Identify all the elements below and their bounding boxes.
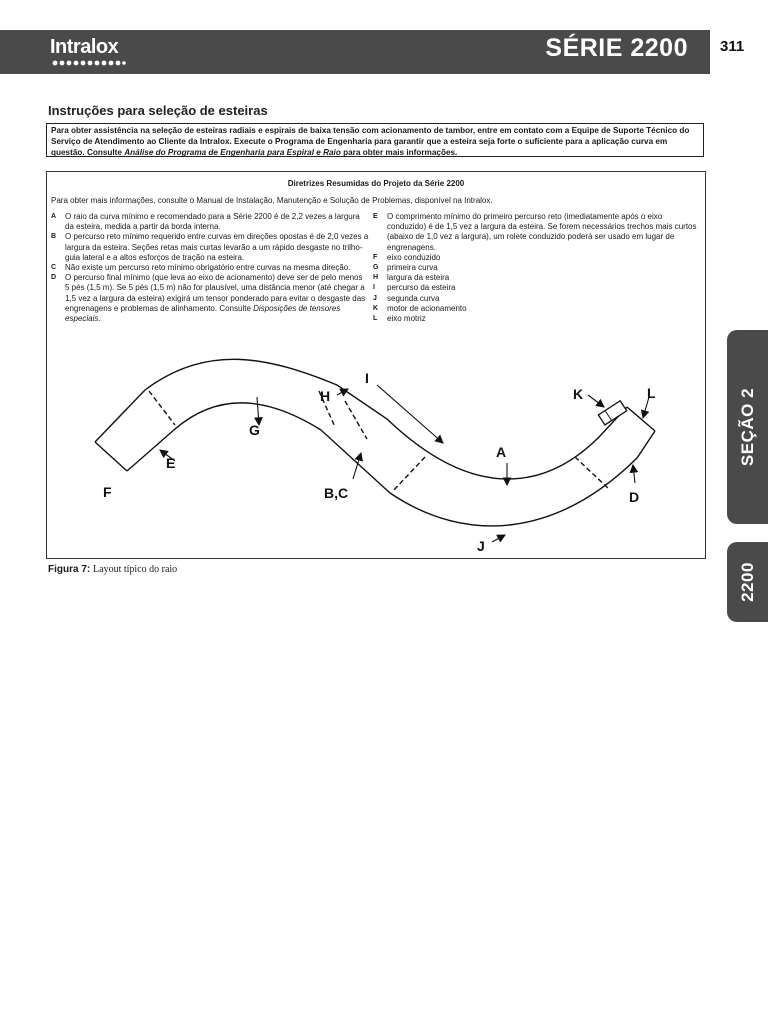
figure-caption-label: Figura 7: bbox=[48, 564, 91, 575]
guidelines-intro: Para obter mais informações, consulte o Manual de Instalação, Manutenção e Solução de Problemas, disponível na Intralox. bbox=[51, 196, 493, 205]
label-h: H bbox=[320, 388, 331, 404]
drive-motor-icon bbox=[598, 401, 626, 425]
label-l: L bbox=[647, 385, 656, 401]
radius-layout-diagram bbox=[47, 355, 687, 555]
page-number: 311 bbox=[720, 38, 745, 55]
guideline-item: C Não existe um percurso reto mínimo obrigatório entre curvas na mesma direção. bbox=[51, 263, 351, 273]
figure-caption bbox=[48, 564, 177, 575]
idler-shaft-edge bbox=[95, 442, 127, 471]
notice-link[interactable]: Análise do Programa de Engenharia para Espiral e Raio bbox=[124, 148, 341, 157]
figure-caption-text: Layout típico do raio bbox=[93, 564, 178, 575]
guideline-item: E O comprimento mínimo do primeiro percurso reto (imediatamente após o eixo conduzido) é de 1,5 vez a largura da esteira. Se forem necessários trechos mais curtos (abaixo de 1,0 vez a largura), um rolete conduzido poderá ser usado em lugar de engrenagens. bbox=[373, 212, 697, 252]
guidelines-left-column bbox=[51, 212, 369, 324]
label-k: K bbox=[573, 386, 584, 402]
guidelines-title: Diretrizes Resumidas do Projeto da Série 2200 bbox=[287, 179, 465, 188]
divider-h-2 bbox=[345, 401, 367, 439]
guidelines-right-column bbox=[373, 212, 703, 324]
label-g: G bbox=[249, 422, 260, 438]
notice-box bbox=[46, 123, 704, 157]
label-bc: B,C bbox=[324, 485, 349, 501]
series-title: SÉRIE 2200 bbox=[545, 34, 688, 62]
section-heading: Instruções para seleção de esteiras bbox=[48, 103, 268, 118]
guideline-item: B O percurso reto mínimo requerido entre curvas em direções opostas é de 2,0 vezes a largura da esteira. Seções retas mais curtas levarão a um rápido desgaste no trilho-guia lateral e a altos esforços de tração na esteira. bbox=[51, 232, 369, 262]
series-tab[interactable] bbox=[727, 542, 768, 622]
legend-item: G primeira curva bbox=[373, 263, 438, 273]
belt-inner-edge bbox=[127, 403, 655, 526]
legend-item: J segunda curva bbox=[373, 293, 440, 303]
legend-item: I percurso da esteira bbox=[373, 283, 456, 293]
guideline-item: D O percurso final mínimo (que leva ao eixo de acionamento) deve ser de pelo menos 5 pés (1,5 m). Se 5 pés (1,5 m) não for plausível, uma distância menor (até chegar a 1,5 vez a largura da esteira) exigirá um tensor ponderado para evitar o desgaste das engrenagens e problemas de alinhamento. Consulte Disposições de tensores especiais. bbox=[51, 273, 366, 324]
label-a: A bbox=[496, 444, 507, 460]
label-f: F bbox=[103, 484, 112, 500]
legend-item: K motor de acionamento bbox=[373, 303, 467, 313]
tensioner-reference[interactable]: Disposições de tensores especiais bbox=[65, 303, 341, 324]
section-tab[interactable] bbox=[727, 330, 768, 524]
intralox-logo: Intralox bbox=[50, 36, 119, 58]
divider-bc bbox=[392, 457, 425, 492]
divider-first-straight bbox=[149, 391, 175, 425]
label-d: D bbox=[629, 489, 640, 505]
label-i: I bbox=[365, 370, 369, 386]
section-tab-label: SEÇÃO 2 bbox=[737, 387, 757, 467]
label-j: J bbox=[477, 538, 485, 554]
page-header bbox=[0, 30, 710, 74]
logo-chain-graphic bbox=[52, 60, 126, 66]
legend-item: L eixo motriz bbox=[373, 314, 426, 324]
label-e: E bbox=[166, 455, 176, 471]
notice-text-end: para obter mais informações. bbox=[340, 148, 458, 157]
drive-shaft-edge bbox=[627, 407, 655, 431]
notice-text: Para obter assistência na seleção de esteiras radiais e espirais de baixa tensão com acionamento de tambor, entre em contato com a Equipe de Suporte Técnico do Serviço de Atendimento ao Cliente da Intralox. Execute o Programa de Engenharia para garantir que a esteira seja forte o suficiente para a aplicação curva em questão. Consulte bbox=[51, 126, 690, 157]
guideline-item: A O raio da curva mínimo e recomendado para a Série 2200 é de 2,2 vezes a largura da esteira, medida a partir da borda interna. bbox=[51, 212, 360, 232]
series-tab-label: 2200 bbox=[737, 562, 757, 602]
legend-item: H largura da esteira bbox=[373, 273, 450, 283]
legend-item: F eixo conduzido bbox=[373, 252, 441, 262]
divider-a bbox=[575, 457, 609, 489]
